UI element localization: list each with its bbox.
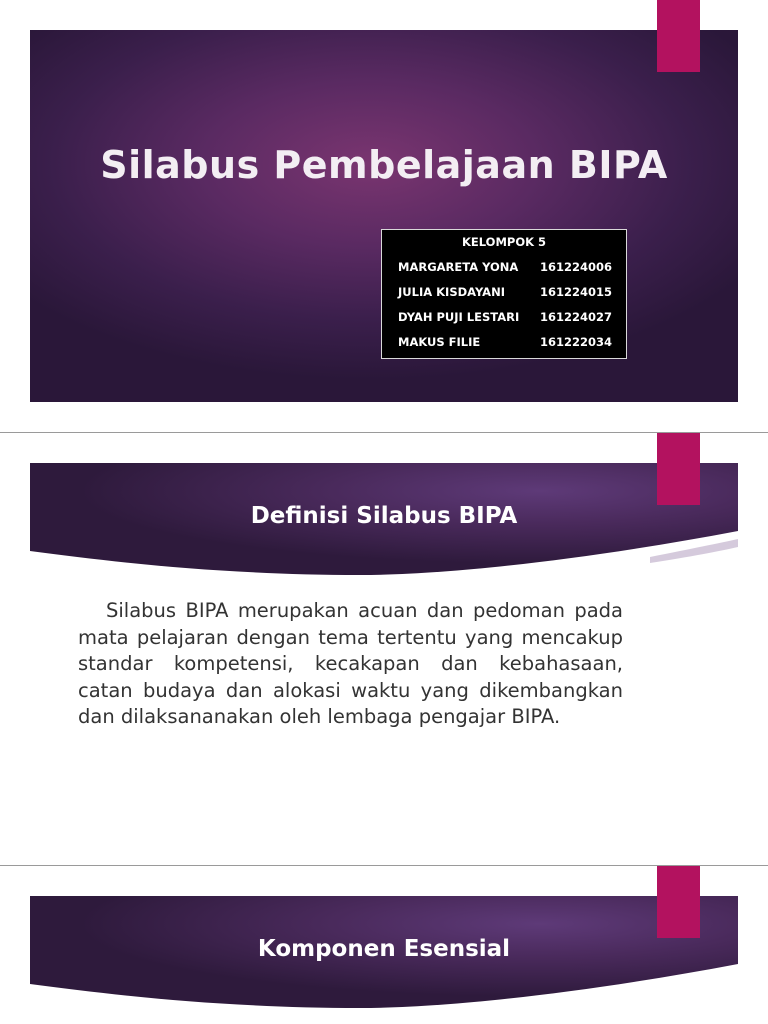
accent-tab	[657, 433, 700, 505]
member-nim: 161222034	[540, 335, 613, 349]
section-title: Komponen Esensial	[257, 936, 511, 962]
slide-title-text: Silabus Pembelajaan BIPA	[100, 143, 668, 187]
section-title: Definisi Silabus BIPA	[250, 503, 518, 529]
slide-components	[0, 866, 768, 1024]
header-band	[30, 896, 738, 1016]
accent-tab	[657, 0, 700, 72]
accent-tab	[657, 866, 700, 938]
group-label: KELOMPOK 5	[461, 235, 547, 249]
members-table	[381, 229, 627, 359]
member-name: MARGARETA YONA	[398, 260, 519, 274]
slide-title	[0, 0, 768, 432]
member-name: DYAH PUJI LESTARI	[398, 310, 520, 324]
slide-definition	[0, 433, 768, 865]
header-band	[30, 463, 738, 583]
member-name: JULIA KISDAYANI	[398, 285, 505, 299]
member-nim: 161224006	[540, 260, 613, 274]
member-name: MAKUS FILIE	[398, 335, 481, 349]
title-panel	[30, 30, 738, 402]
member-nim: 161224015	[540, 285, 613, 299]
definition-paragraph: Silabus BIPA merupakan acuan dan pedoman pada mata pelajaran dengan tema tertentu yang mencakup standar kompetensi, kecakapan dan kebahasaan, catan budaya dan alokasi waktu yang dikembangkan dan dilaksananakan oleh lembaga pengajar BIPA.	[78, 599, 623, 728]
member-nim: 161224027	[540, 310, 613, 324]
